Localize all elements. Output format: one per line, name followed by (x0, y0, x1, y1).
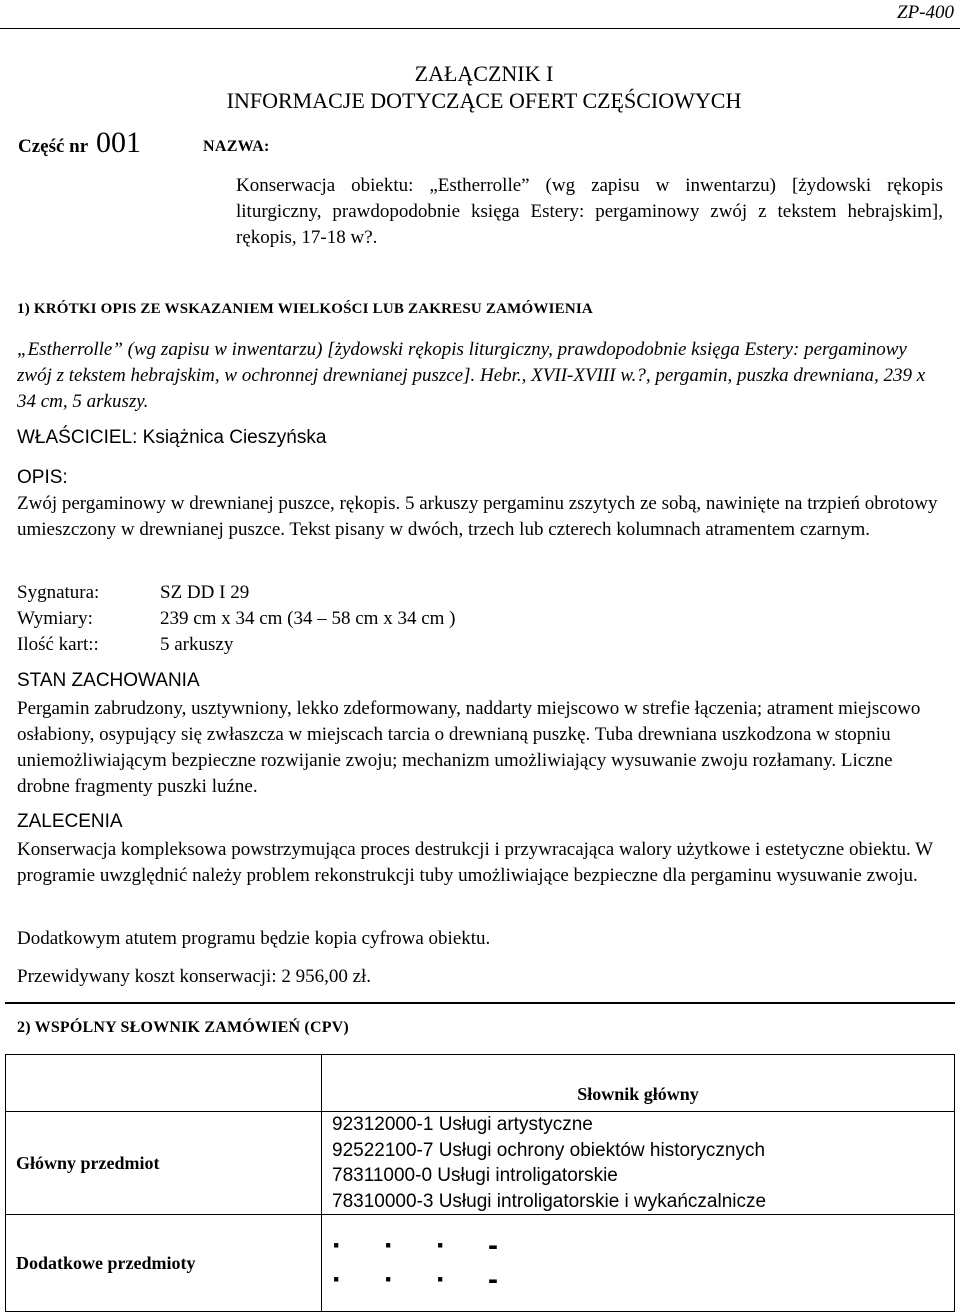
placeholder-mark: · (384, 1263, 396, 1296)
section-1-heading: 1) KRÓTKI OPIS ZE WSKAZANIEM WIELKOŚCI LUB ZAKRESU ZAMÓWIENIA (17, 301, 593, 317)
meta-row (17, 632, 456, 658)
meta-value: 239 cm x 34 cm (34 – 58 cm x 34 cm ) (160, 608, 456, 629)
table-row (6, 1215, 955, 1312)
cpv-code: 78310000-3 Usługi introligatorskie i wykańczalnicze (332, 1190, 767, 1212)
table-row (6, 1112, 955, 1215)
recommendations-text: Konserwacja kompleksowa powstrzymująca proces destrukcji i przywracająca walory użytkowe i estetyczne obiektu. W programie uwzględnić należy problem rekonstrukcji tuby umożliwiające bezpieczne dla pergaminu wysuwanie zwoju. (17, 839, 933, 886)
condition-text: Pergamin zabrudzony, usztywniony, lekko zdeformowany, naddarty miejscowo w strefie łączenia; atrament miejscowo osłabiony, osypujący się zwłaszcza w miejscach tarcia o drewnianą puszkę. Tuba drewniana uszkodzona w stopniu uniemożliwiającym bezpieczne rozwijanie zwoju; mechanizm umożliwiający wysuwanie zwoju rozłamany. Liczne drobne fragmenty puszki luźne. (17, 698, 921, 797)
placeholder-mark: · (384, 1229, 396, 1262)
meta-key: Wymiary: (17, 608, 93, 629)
opis-text: Zwój pergaminowy w drewnianej puszce, rękopis. 5 arkuszy pergaminu zszytych ze sobą, nawinięte na trzpień obrotowy umieszczony w drewnianej puszce. Tekst pisany w dwóch, trzech lub czterech kolumnach atramentem czarnym. (17, 493, 938, 540)
cost-text: Przewidywany koszt konserwacji: 2 956,00 zł. (17, 966, 372, 987)
name-label: NAZWA: (203, 138, 270, 155)
owner-line: WŁAŚCICIEL: Książnica Cieszyńska (17, 427, 327, 448)
placeholder-mark: · (332, 1229, 344, 1262)
opis-heading: OPIS: (17, 467, 68, 488)
placeholder-row (332, 1263, 944, 1297)
meta-key: Ilość kart:: (17, 634, 99, 655)
placeholder-mark: · (436, 1229, 448, 1262)
meta-row (17, 580, 456, 606)
column-header: Słownik główny (322, 1055, 955, 1112)
document-id: ZP-400 (897, 2, 954, 23)
object-description: „Estherrolle” (wg zapisu w inwentarzu) [żydowski rękopis liturgiczny, prawdopodobnie księga Estery: pergaminowy zwój z tekstem hebrajskim, w ochronnej drewnianej puszce]. Hebr., XVII-XVIII w.?, pergamin, puszka drewniana, 239 x 34 cm, 5 arkuszy. (17, 339, 926, 412)
main-codes-cell (322, 1112, 955, 1215)
table-corner-cell (6, 1055, 322, 1112)
meta-row (17, 606, 456, 632)
header-rule (0, 28, 960, 29)
title-line-2: INFORMACJE DOTYCZĄCE OFERT CZĘŚCIOWYCH (226, 88, 742, 113)
cpv-code: 78311000-0 Usługi introligatorskie (332, 1165, 618, 1186)
row-label-extra: Dodatkowe przedmioty (6, 1215, 322, 1312)
meta-value: 5 arkuszy (160, 634, 234, 655)
part-label: Część nr (18, 136, 89, 157)
page-title (0, 60, 960, 114)
name-text: Konserwacja obiektu: „Estherrolle” (wg zapisu w inwentarzu) [żydowski rękopis liturgiczny, prawdopodobnie księga Estery: pergaminowy zwój z tekstem hebrajskim], rękopis, 17-18 w?. (236, 175, 943, 248)
recommendations-heading: ZALECENIA (17, 811, 123, 832)
meta-key: Sygnatura: (17, 582, 100, 603)
title-line-1: ZAŁĄCZNIK I (414, 61, 554, 86)
table-row (6, 1055, 955, 1112)
section-divider (5, 1002, 955, 1004)
extra-text: Dodatkowym atutem programu będzie kopia cyfrowa obiektu. (17, 928, 491, 949)
placeholder-row (332, 1229, 944, 1263)
meta-table (17, 580, 456, 658)
row-label-main: Główny przedmiot (6, 1112, 322, 1215)
meta-value: SZ DD I 29 (160, 582, 250, 603)
condition-heading: STAN ZACHOWANIA (17, 670, 200, 691)
cpv-code: 92522100-7 Usługi ochrony obiektów historycznych (332, 1139, 766, 1161)
placeholder-mark: - (488, 1229, 500, 1262)
cpv-table (5, 1054, 955, 1312)
cpv-code: 92312000-1 Usługi artystyczne (332, 1114, 593, 1135)
placeholder-mark: · (332, 1263, 344, 1296)
extra-codes-cell (322, 1215, 955, 1312)
part-number: 001 (96, 126, 141, 159)
section-2-heading: 2) WSPÓLNY SŁOWNIK ZAMÓWIEŃ (CPV) (17, 1019, 349, 1036)
placeholder-mark: · (436, 1263, 448, 1296)
placeholder-mark: - (488, 1263, 500, 1296)
